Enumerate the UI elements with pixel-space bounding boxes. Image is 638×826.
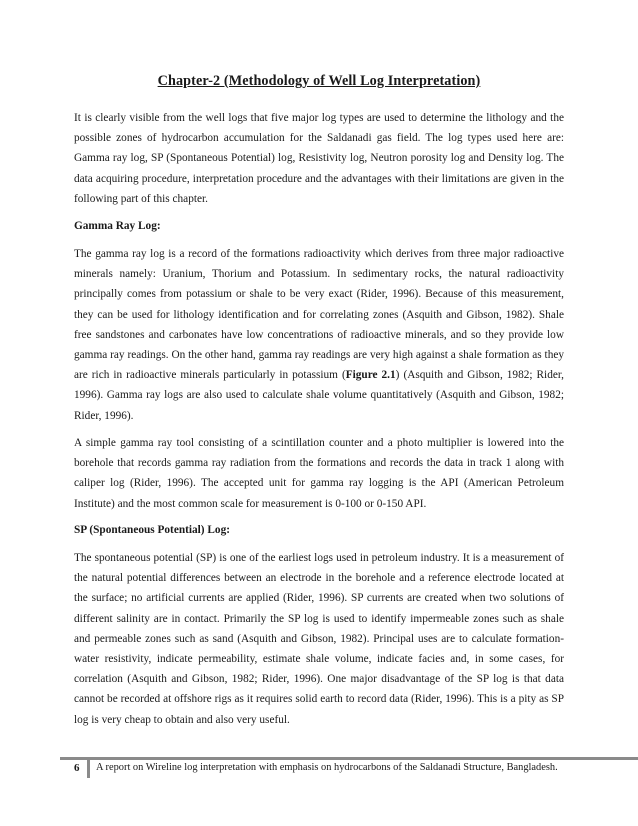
gamma-p1-text-after: ) (Asquith and Gibson, 1982; Rider, 1996). Gamma ray logs are also used to calculate shale volume quantitatively (Asquith and Gibson, 1982; Rider, 1996). (74, 369, 564, 422)
intro-text: It is clearly visible from the well logs that five major log types are used to determine the lithology and the possible zones of hydrocarbon accumulation for the Saldanadi gas field. The log types used here are: Gamma ray log, SP (Spontaneous Potential) log, Resistivity log, Neutron porosity log and Density log. The data acquiring procedure, interpretation procedure and the advantages with their limitations are given in the following part of this chapter. (74, 112, 564, 205)
gamma-ray-paragraph-2 (74, 433, 564, 514)
intro-paragraph (74, 108, 564, 209)
gamma-ray-paragraph-1-text (74, 244, 564, 426)
sp-heading: SP (Spontaneous Potential) Log: (74, 524, 230, 536)
chapter-title: Chapter-2 (Methodology of Well Log Interpretation) (157, 73, 481, 89)
gamma-ray-heading: Gamma Ray Log: (74, 220, 161, 232)
gamma-ray-paragraph-2-text: A simple gamma ray tool consisting of a scintillation counter and a photo multiplier is lowered into the borehole that records gamma ray radiation from the formations and records the data in track 1 along with caliper log (Rider, 1996). The accepted unit for gamma ray logging is the API (American Petroleum Institute) and the most common scale for measurement is 0-100 or 0-150 API. (74, 437, 564, 510)
sp-paragraph-text: The spontaneous potential (SP) is one of the earliest logs used in petroleum industry. It is a measurement of the natural potential differences between an electrode in the borehole and a reference electrode located at the surface; no artificial currents are applied (Rider, 1996). SP currents are created when two solutions of different salinity are in contact. Primarily the SP log is used to identify impermeable zones such as shale and permeable zones such as sand (Asquith and Gibson, 1982). Principal uses are to calculate formation-water resistivity, indicate permeability, estimate shale volume, indicate facies and, in some cases, for correlation (Asquith and Gibson, 1982; Rider, 1996). One major disadvantage of the SP log is that data cannot be recorded at offshore rigs as it requires solid earth to record data (Rider, 1996). This is a pity as SP log is very cheap to obtain and also very useful. (74, 552, 564, 726)
footer-rule (60, 757, 638, 760)
gamma-p1-text-before: The gamma ray log is a record of the formations radioactivity which derives from three major radioactive minerals namely: Uranium, Thorium and Potassium. In sedimentary rocks, the natural radioactivity principally comes from potassium or shale to be very exact (Rider, 1996). Because of this measurement, they can be used for lithology identification and for correlating zones (Asquith and Gibson, 1982). Shale free sandstones and carbonates have low concentrations of radioactive minerals, and so they provide low gamma ray readings. On the other hand, gamma ray readings are very high against a shale formation as they are rich in radioactive minerals particularly in potassium ( (74, 248, 564, 382)
figure-reference: Figure 2.1 (345, 369, 396, 382)
page-number: 6 (74, 762, 80, 774)
gamma-ray-paragraph-1 (74, 244, 564, 426)
footer-divider (87, 760, 90, 778)
footer-caption: A report on Wireline log interpretation with emphasis on hydrocarbons of the Saldanadi Structure, Bangladesh. (96, 762, 558, 773)
sp-paragraph (74, 548, 564, 730)
page-footer (60, 757, 638, 777)
